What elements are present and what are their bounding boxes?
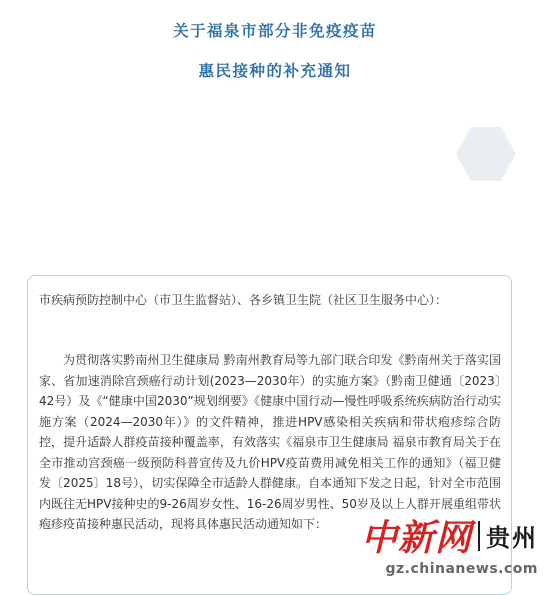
watermark-region: 贵州 [486,524,538,552]
chinanews-watermark [361,510,538,577]
notice-title-line-2: 惠民接种的补充通知 [198,62,352,80]
watermark-logo [361,510,538,561]
notice-title-line-1: 关于福泉市部分非免疫疫苗 [172,22,377,40]
watermark-separator [478,521,480,551]
notice-paragraph: 为贯彻落实黔南州卫生健康局 黔南州教育局等九部门联合印发《黔南州关于落实国家、省加速消除宫颈癌行动计划(2023—2030年）的实施方案》（黔南卫健通〔2023〕42号）及《“健康中国2030”规划纲要》《健康中国行动—慢性呼吸系统疾病防治行动实施方案（2024—2030年）》的文件精神，推进HPV感染相关疾病和带状疱疹综合防控，提升适龄人群疫苗接种覆盖率，有效落实《福泉市卫生健康局 福泉市教育局关于在全市推动宫颈癌一级预防科普宣传及九价HPV疫苗费用减免相关工作的通知》（福卫健发〔2025〕18号），切实保障全市适龄人群健康。自本通知下发之日起，针对全市范围内既往无HPV接种史的9-26周岁女性、16-26周岁男性、50岁及以上人群开展重组带状疱疹疫苗接种惠民活动，现将具体惠民活动通知如下： [39,353,501,531]
hexagon-decoration-icon [455,126,517,182]
watermark-brand: 中新网 [360,517,472,559]
watermark-url: gz.chinanews.com [385,561,538,577]
addressee-line: 市疾病预防控制中心（市卫生监督站）、各乡镇卫生院（社区卫生服务中心）： [39,293,448,307]
